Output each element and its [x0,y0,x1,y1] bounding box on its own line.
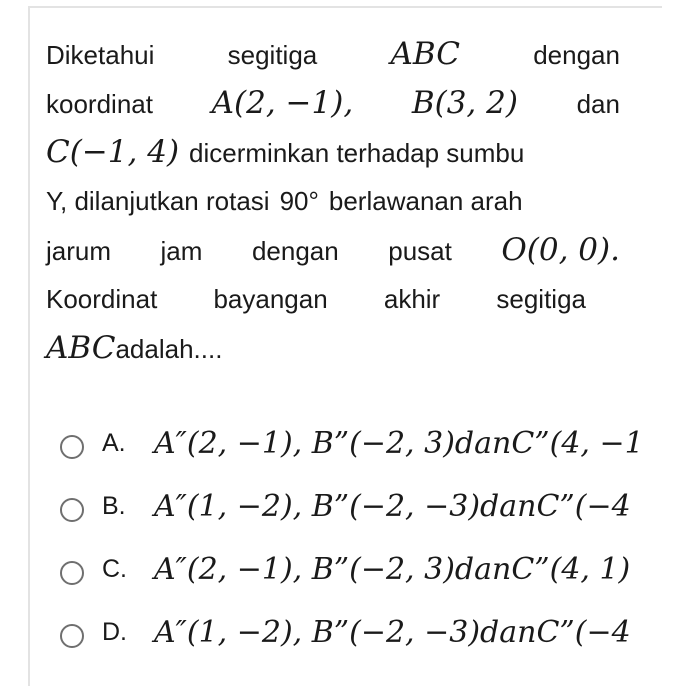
question-word: Y, dilanjutkan rotasi [46,186,270,216]
rotation-angle: 90° [279,186,319,216]
option-text: A″(1, −2), B”(−2, −3)danC”(−4 [154,489,631,524]
math-triangle-abc: ABC [46,330,116,366]
math-triangle-abc: ABC [390,36,460,72]
question-word: jam [160,236,203,266]
question-word: dan [576,89,620,119]
option-letter: D. [102,618,127,646]
option-letter: A. [102,429,126,457]
math-origin: O(0, 0). [501,232,620,268]
question-line-6 [46,275,586,324]
question-word: Koordinat [46,284,158,314]
option-letter: B. [102,492,126,520]
option-text: A″(2, −1), B”(−2, 3)danC”(4, −1 [154,426,644,461]
question-word: segitiga [227,40,318,70]
math-point-b: B(3, 2) [411,85,518,121]
question-line-5 [46,226,620,275]
option-c[interactable] [60,538,662,601]
option-text: A″(1, −2), B”(−2, −3)danC”(−4 [154,615,631,650]
question-word: bayangan [213,284,328,314]
question-word: Diketahui [46,40,155,70]
math-point-c: C(−1, 4) [46,134,180,170]
question-word: jarum [46,236,112,266]
question-word: dicerminkan terhadap sumbu [189,138,525,168]
option-letter: C. [102,555,127,583]
option-text: A″(2, −1), B”(−2, 3)danC”(4, 1) [154,552,631,587]
question-text [46,30,620,373]
option-b[interactable] [60,475,662,538]
radio-button[interactable] [60,561,84,585]
question-word: berlawanan arah [328,186,523,216]
question-word: pusat [388,236,452,266]
radio-button[interactable] [60,498,84,522]
option-d[interactable] [60,601,662,664]
question-line-4 [46,177,620,226]
question-word: dengan [251,236,339,266]
question-word: koordinat [46,89,153,119]
math-point-a: A(2, −1), [211,85,354,121]
question-line-1 [46,30,620,79]
question-word: segitiga [496,284,586,314]
radio-button[interactable] [60,435,84,459]
question-line-3 [46,128,620,177]
question-word: akhir [383,284,441,314]
answer-options [60,412,662,664]
option-a[interactable] [60,412,662,475]
question-line-2 [46,79,620,128]
question-word: adalah.... [115,334,223,364]
radio-button[interactable] [60,624,84,648]
question-word: dengan [533,40,620,70]
question-line-7 [46,324,620,373]
